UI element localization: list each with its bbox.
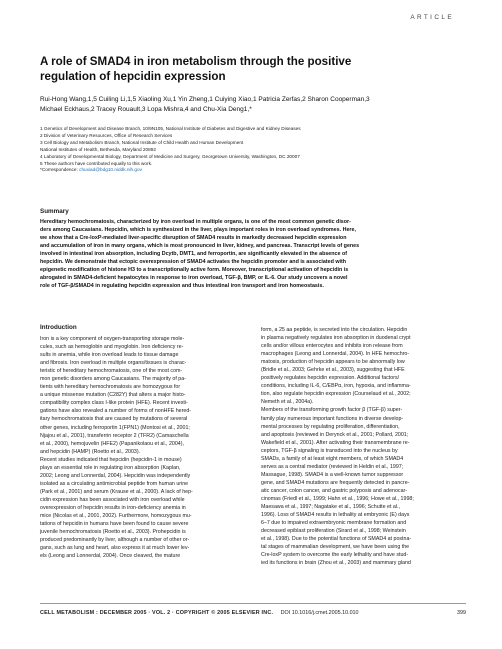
body-text-line: 2002; Leong and Lonnerdal, 2004). Hepcidin was independently bbox=[40, 472, 191, 479]
body-text-line: atic cancer, colon cancer, and gastric polyposis and adenocar- bbox=[261, 487, 408, 494]
authors-line-1: Rui-Hong Wang,1,5 Cuiling Li,1,5 Xiaoling Xu,1 Yin Zheng,1 Cuiying Xiao,1 Patricia Zerfas,2 Sharon Cooperman,3 bbox=[40, 96, 370, 103]
article-title bbox=[40, 54, 440, 84]
affiliations bbox=[40, 126, 480, 174]
affiliation-note: 5 These authors have contributed equally to this work. bbox=[40, 160, 153, 166]
correspondence-label: *Correspondence: bbox=[40, 167, 80, 173]
affiliation-3: 3 Cell Biology and Metabolism Branch, National Institute of Child Health and Human Development bbox=[40, 139, 244, 145]
body-text-line: Members of the transforming growth factor β (TGF-β) super- bbox=[261, 407, 403, 414]
body-text-line: mon genetic disorders among Caucasians. The majority of pa- bbox=[40, 376, 186, 383]
summary-body bbox=[40, 219, 466, 291]
body-text-line: and fibrosis. Iron overload in multiple organs/tissues is charac- bbox=[40, 360, 187, 367]
body-text-line: overexpression of hepcidin results in iron-deficiency anemia in bbox=[40, 504, 186, 511]
summary-line: abrogated in SMAD4-deficient hepatocytes in response to iron overload, TGF-β, BMP, or IL-6. Our study uncovers a novel bbox=[40, 274, 348, 281]
body-text-line: juvenile hemochromatosis (Roetto et al., 2003). Prohepcidin is bbox=[40, 529, 186, 536]
affiliation-4: 4 Laboratory of Developmental Biology, Department of Medicine and Surgery, Georgetown University, Washington, DC 20007 bbox=[40, 153, 300, 159]
body-text-line: cinomas (Friedl et al., 1999; Hahn et al., 1996; Howe et al., 1998; bbox=[261, 495, 414, 502]
body-text-line: 6–7 due to impaired extraembryonic membrane formation and bbox=[261, 520, 407, 527]
body-text-line: Massague, 1998). SMAD4 is a well-known tumor suppressor bbox=[261, 471, 404, 478]
body-text-line: ceptors, TGF-β signaling is transduced into the nucleus by bbox=[261, 447, 398, 454]
correspondence bbox=[40, 167, 480, 174]
affiliation-1: 1 Genetics of Development and Disease Branch, 10/9N105, National Institute of Diabetes and Digestive and Kidney Diseases bbox=[40, 126, 301, 131]
body-text-line: teristic of hereditary hemochromatosis, one of the most com- bbox=[40, 368, 183, 375]
summary-line: ders among Caucasians. Hepcidin, which is synthesized in the liver, plays important roles in iron overload syndromes. Here, bbox=[40, 226, 356, 233]
body-text-line: macrophages (Leong and Lonnerdal, 2004). In HFE hemochro- bbox=[261, 351, 410, 358]
body-text-line: tients with hereditary hemochromatosis are homozygous for bbox=[40, 384, 181, 391]
body-text-line: form, a 25 aa peptide, is secreted into the circulation. Hepcidin bbox=[261, 327, 408, 333]
body-text-line: Iron is a key component of oxygen-transporting storage mole- bbox=[40, 336, 185, 342]
body-text-line: produced predominantly by liver, although a number of other or- bbox=[40, 537, 190, 544]
body-text-line: tal stages of mammalian development, we have been using the bbox=[261, 544, 410, 551]
body-text-line: Nemeth et al., 2004a). bbox=[261, 399, 314, 406]
body-text-line: Wakefield et al., 2001). After activating their transmembrane re- bbox=[261, 439, 410, 446]
body-text-line: in plasma negatively regulates iron absorption in duodenal crypt bbox=[261, 335, 411, 342]
body-text-line: and hepcidin (HAMP) (Roetto et al., 2003). bbox=[40, 448, 141, 455]
body-text-line: cidin expression has been associated with iron overload while bbox=[40, 496, 185, 503]
body-text-line: positively regulates hepcidin expression. Additional factors/ bbox=[261, 375, 400, 382]
body-text-line: sults in anemia, while iron overload leads to tissue damage bbox=[40, 352, 179, 359]
body-text-line: other genes, including ferroportin 1(FPN1) (Montosi et al., 2001; bbox=[40, 424, 190, 431]
body-text-line: Maesawa et al., 1997; Nagatake et al., 1996; Schutte et al., bbox=[261, 504, 400, 511]
body-text-line: plays an essential role in regulating iron absorption (Kaplan, bbox=[40, 464, 181, 471]
body-text-line: a unique missense mutation (C282Y) that alters a major histo- bbox=[40, 392, 186, 399]
page-number: 399 bbox=[457, 610, 466, 616]
title-line-1: A role of SMAD4 in iron metabolism through the positive bbox=[40, 55, 352, 68]
body-text-line: matosis, production of hepcidin appears to be abnormally low bbox=[261, 359, 405, 366]
summary-line: epigenetic modification of histone H3 to a transcriptionally active form. Moreover, transcriptional activation of hepcidin is bbox=[40, 266, 349, 273]
journal-info: CELL METABOLISM : DECEMBER 2005 · VOL. 2 · COPYRIGHT © 2005 ELSEVIER INC. bbox=[40, 610, 274, 616]
body-text-line: serves as a central mediator (reviewed in Heldin et al., 1997; bbox=[261, 463, 404, 470]
title-line-2: regulation of hepcidin expression bbox=[40, 70, 226, 83]
author-list bbox=[40, 95, 470, 114]
body-text-line: cells and/or villous enterocytes and inhibits iron release from bbox=[261, 343, 403, 350]
body-text-line: gans, such as lung and heart, also express it at much lower lev- bbox=[40, 545, 190, 552]
body-text-line: ied its functions in brain (Zhou et al., 2003) and mammary gland bbox=[261, 560, 411, 567]
body-text-line: mental processes by regulating proliferation, differentiation, bbox=[261, 423, 400, 430]
body-text-line: mice (Nicolas et al., 2001, 2002). Furthermore, homozygous mu- bbox=[40, 513, 192, 520]
body-text-line: (Bridle et al., 2003; Gehrke et al., 2003), suggesting that HFE bbox=[261, 367, 405, 374]
summary-line: involved in intestinal iron absorption, including Dcytb, DMT1, and ferroportin, are significantly elevated in the absence of bbox=[40, 250, 348, 257]
body-text-line: et al., 1998). Due to the potential functions of SMAD4 at postna- bbox=[261, 536, 412, 543]
summary-line: and accumulation of iron in many organs, which is most pronounced in liver, kidney, and pancreas. Transcript levels of genes bbox=[40, 242, 360, 249]
doi: DOI 10.1016/j.cmet.2005.10.010 bbox=[280, 610, 359, 616]
body-text-line: decreased epiblast proliferation (Sirard et al., 1998; Weinstein bbox=[261, 528, 406, 535]
body-text-line: tations of hepcidin in humans have been found to cause severe bbox=[40, 521, 189, 528]
summary-line: Hereditary hemochromatosis, characterized by iron overload in multiple organs, is one of the most common genetic disor- bbox=[40, 219, 351, 225]
body-text-line: cules, such as hemoglobin and myoglobin. Iron deficiency re- bbox=[40, 344, 184, 351]
body-text-line: Njajou et al., 2001), transferrin receptor 2 (TFR2) (Camaschella bbox=[40, 432, 189, 439]
introduction-heading: Introduction bbox=[40, 324, 77, 331]
page-footer bbox=[40, 610, 466, 616]
body-text-line: Recent studies indicated that hepcidin (hepcidin-1 in mouse) bbox=[40, 456, 182, 463]
body-text-line: SMADs, a family of at least eight members, of which SMAD4 bbox=[261, 455, 404, 462]
section-tag: ARTICLE bbox=[410, 14, 454, 21]
authors-line-2: Michael Eckhaus,2 Tracey Rouault,3 Lopa Mishra,4 and Chu-Xia Deng1,* bbox=[40, 105, 252, 113]
body-text-line: Cre-loxP system to overcome the early lethality and have stud- bbox=[261, 552, 409, 559]
introduction-left-column bbox=[40, 335, 246, 560]
correspondence-email-link[interactable]: chuxiad@bdg10.niddk.nih.gov bbox=[79, 167, 142, 173]
body-text-line: itary hemochromatosis that are caused by mutations of several bbox=[40, 416, 188, 423]
body-text-line: and apoptosis (reviewed in Derynck et al., 2001; Pollard, 2001; bbox=[261, 431, 409, 438]
body-text-line: et al., 2000), hemojuvelin (HFE2) (Papanikolaou et al., 2004), bbox=[40, 440, 184, 447]
affiliation-3-cont: National Institutes of Health, Bethesda, Maryland 20892 bbox=[40, 146, 156, 152]
body-text-line: compatibility complex class I-like protein (HFE). Recent investi- bbox=[40, 400, 188, 407]
body-text-line: gene, and SMAD4 mutations are frequently detected in pancre- bbox=[261, 479, 410, 486]
body-text-line: family play numerous important functions in diverse develop- bbox=[261, 415, 404, 422]
summary-line: we show that a Cre-loxP-mediated liver-specific disruption of SMAD4 results in markedly decreased hepcidin expression bbox=[40, 234, 347, 241]
body-text-line: (Park et al., 2001) and serum (Krause et al., 2000). A lack of hep- bbox=[40, 488, 193, 495]
affiliation-2: 2 Division of Veterinary Resources, Office of Research Services bbox=[40, 132, 173, 138]
introduction-right-column bbox=[261, 326, 467, 567]
body-text-line: conditions, including IL-6, C/EBPα, iron, hypoxia, and inflamma- bbox=[261, 383, 411, 390]
body-text-line: tion, also regulate hepcidin expression (Courselaud et al., 2002; bbox=[261, 391, 411, 398]
summary-line: role of TGF-β/SMAD4 in regulating hepcidin expression and thus intestinal iron transport and iron homeostasis. bbox=[40, 282, 324, 289]
summary-line: hepcidin. We demonstrate that ectopic overexpression of SMAD4 activates the hepcidin promoter and is associated with bbox=[40, 258, 347, 265]
body-text-line: 1996). Loss of SMAD4 results in lethality at embryonic (E) days bbox=[261, 512, 410, 519]
body-text-line: gations have also revealed a number of forms of nonHFE hered- bbox=[40, 408, 192, 415]
summary-heading: Summary bbox=[40, 208, 69, 215]
body-text-line: isolated as a circulating antimicrobial peptide from human urine bbox=[40, 480, 189, 487]
footer-divider bbox=[40, 603, 466, 604]
body-text-line: els (Leong and Lonnerdal, 2004). Once cleaved, the mature bbox=[40, 553, 181, 560]
